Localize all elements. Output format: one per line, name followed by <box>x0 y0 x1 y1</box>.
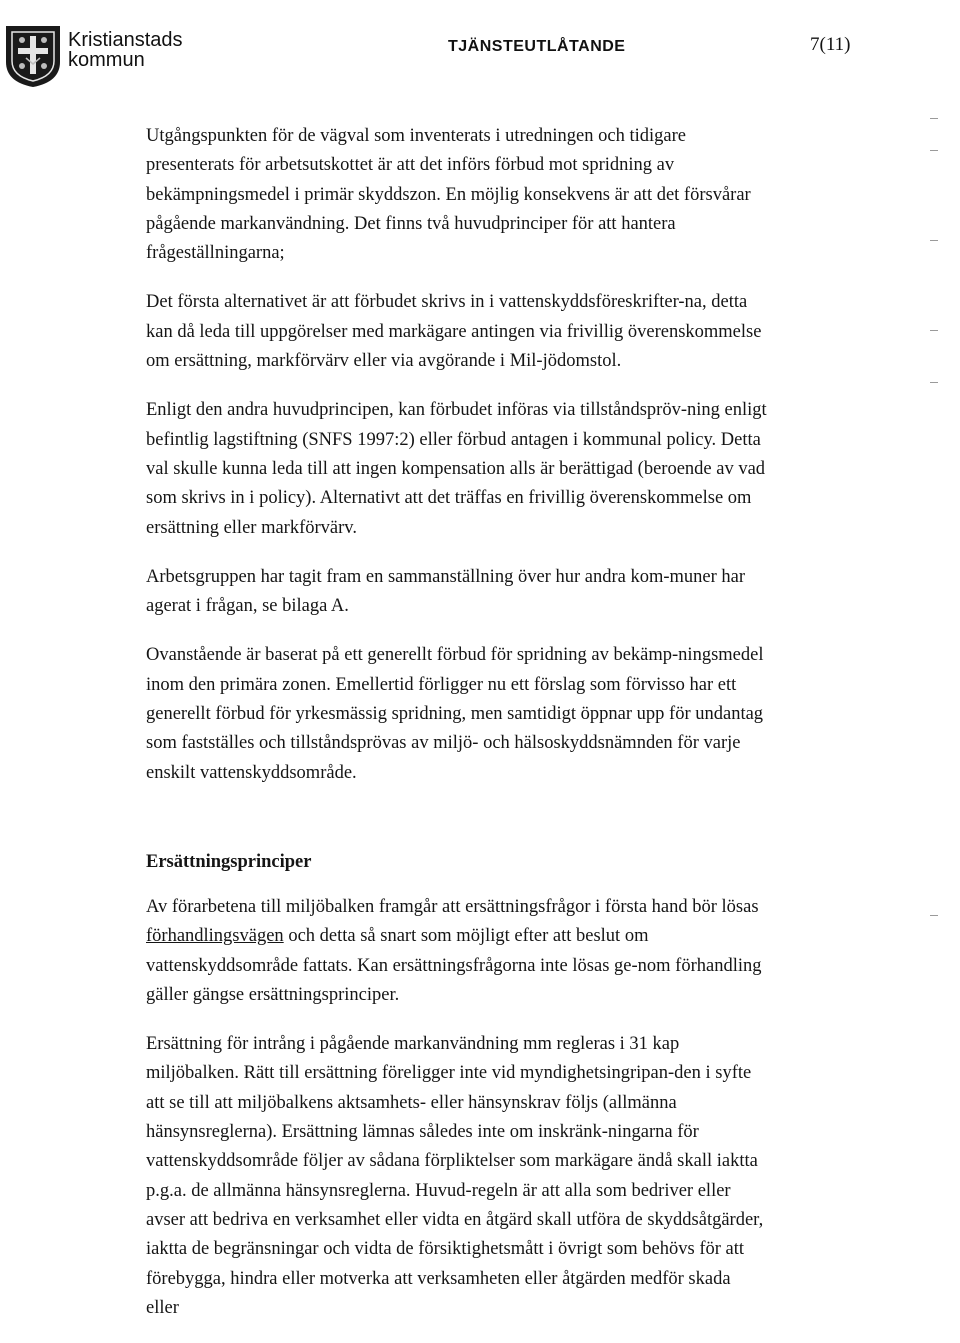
underlined-term: förhandlingsvägen <box>146 926 284 947</box>
page-number: 7(11) <box>810 34 851 55</box>
page-header <box>0 0 960 90</box>
paragraph-6-part-b: och detta så snart som möjligt efter att beslut om vattenskyddsområde fattats. Kan ersättningsfrågorna inte lösas ge-nom förhandling gäller gängse ersättningsprinciper. <box>146 926 762 1005</box>
paragraph-6 <box>146 893 768 1010</box>
section-heading: Ersättningsprinciper <box>146 851 312 872</box>
paragraph-1-part-b: Det finns två huvudprinciper för att hantera frågeställningarna; <box>146 213 676 264</box>
margin-mark <box>930 915 938 916</box>
paragraph-1-part-a: Utgångspunkten för de vägval som inventerats i utredningen och tidigare presenterats för arbetsutskottet är att det införs förbud mot spridning av bekämpningsmedel i primär skyddszon. En möjlig konsekvens är att det försvårar pågående markanvändning. <box>146 126 751 234</box>
margin-mark <box>930 240 938 241</box>
organization-name-line2: kommun <box>68 49 145 71</box>
margin-mark <box>930 330 938 331</box>
margin-mark <box>930 150 938 151</box>
municipal-crest-icon <box>4 24 62 88</box>
document-type: TJÄNSTEUTLÅTANDE <box>448 38 626 55</box>
paragraph-6-part-a: Av förarbetena till miljöbalken framgår att ersättningsfrågor i första hand bör lösas <box>146 896 759 917</box>
paragraph-2: Det första alternativet är att förbudet skrivs in i vattenskyddsföreskrifter-na, detta kan då leda till uppgörelser med markägare antingen via frivillig överenskommelse om ersättning, markförvärv eller via avgörande i Mil-jödomstol. <box>146 292 762 372</box>
margin-mark <box>930 382 938 383</box>
paragraph-3: Enligt den andra huvudprincipen, kan förbudet införas via tillståndspröv-ning enligt befintlig lagstiftning (SNFS 1997:2) eller förbud antagen i kommunal policy. Detta val skulle kunna leda till att ingen kompensation alls är berättigad (beroende av vad som skrivs in i policy). Alternativt att det träffas en frivillig överenskommelse om ersättning eller markförvärv. <box>146 400 767 538</box>
paragraph-5: Ovanstående är baserat på ett generellt förbud för spridning av bekämp-ningsmedel inom den primära zonen. Emellertid förligger nu ett förslag som förvisso har ett generellt förbud för yrkesmässig spridning, men samtidigt öppnar upp för undantag som fastställes och tillståndsprövas av miljö- och hälsoskyddsnämnden för varje enskilt vattenskyddsområde. <box>146 645 764 783</box>
paragraph-7: Ersättning för intrång i pågående markanvändning mm regleras i 31 kap miljöbalken. Rätt till ersättning föreligger inte vid myndighetsingripan-den i syfte att se till att miljöbalkens aktsamhets- eller hänsynskrav följs (allmänna hänsynsreglerna). Ersättning lämnas således inte om inskränk-ningarna för vattenskyddsområde följer av sådana förpliktelser som markägare ändå skall iaktta p.g.a. de allmänna hänsynsreglerna. Huvud-regeln är att alla som bedriver eller avser att bedriva en verksamhet eller vidta en åtgärd skall utföra de skyddsåtgärder, iaktta de begränsningar och vidta de försiktighetsmått i övrigt som behövs för att förebygga, hindra eller motverka att verksamheten eller åtgärden medför skada eller <box>146 1034 764 1318</box>
organization-name-line1: Kristianstads <box>68 29 183 51</box>
document-body <box>146 122 768 1343</box>
paragraph-4: Arbetsgruppen har tagit fram en sammanställning över hur andra kom-muner har agerat i frågan, se bilaga A. <box>146 566 746 617</box>
paragraph-1 <box>146 122 768 268</box>
organization-name <box>68 30 183 70</box>
scan-margin-marks <box>930 0 960 1322</box>
margin-mark <box>930 118 938 119</box>
